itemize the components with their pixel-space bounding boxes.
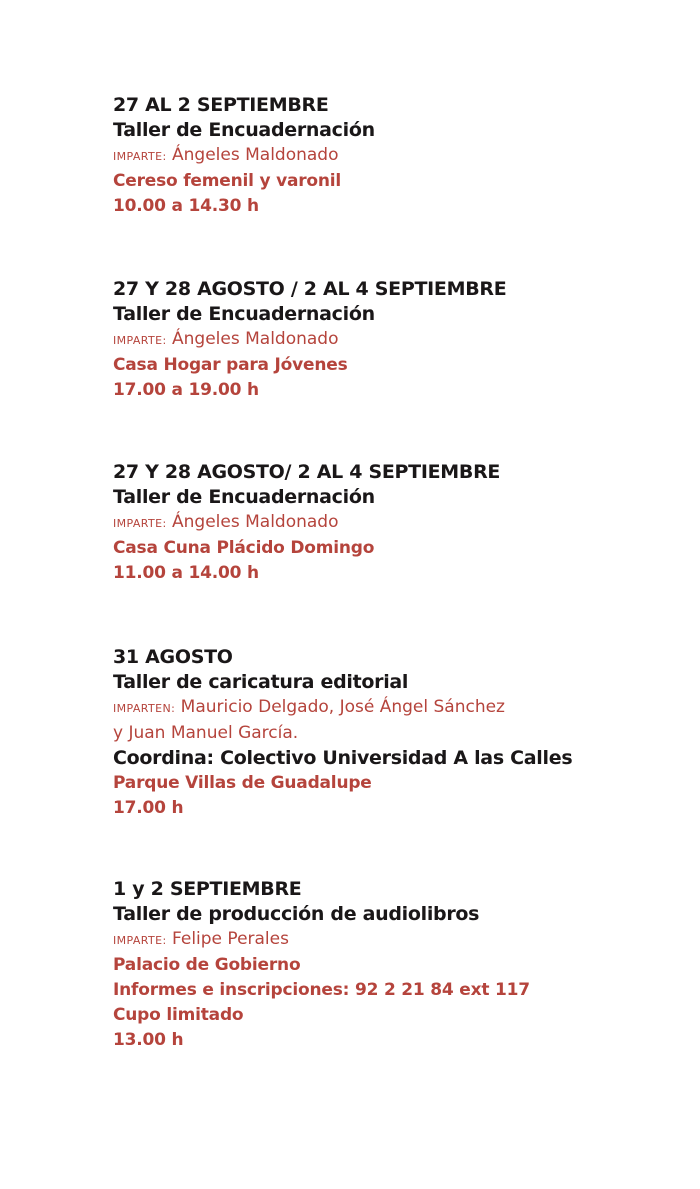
event-place: Cereso femenil y varonil [113, 171, 342, 191]
event-time: 17.00 h [113, 798, 184, 818]
event-time: 13.00 h [113, 1030, 184, 1050]
instructor-name: Mauricio Delgado, José Ángel Sánchez [180, 697, 505, 717]
event-coordinator: Coordina: Colectivo Universidad A las Calles [113, 747, 573, 769]
instructor-name: Ángeles Maldonado [172, 329, 339, 349]
instructor-label: IMPARTE: [113, 150, 167, 163]
event-instructor [113, 927, 673, 953]
instructor-label: IMPARTE: [113, 334, 167, 347]
event-capacity-note: Cupo limitado [113, 1005, 244, 1025]
event-title: Taller de Encuadernación [113, 486, 375, 508]
instructor-name: Ángeles Maldonado [172, 512, 339, 532]
instructor-name-continued: y Juan Manuel García. [113, 723, 299, 743]
instructor-label: IMPARTE: [113, 934, 167, 947]
event-title: Taller de caricatura editorial [113, 671, 409, 693]
event-entry [113, 93, 673, 219]
event-instructor [113, 327, 673, 353]
event-date: 27 Y 28 AGOSTO/ 2 AL 4 SEPTIEMBRE [113, 461, 501, 483]
event-instructor [113, 695, 673, 721]
event-entry [113, 877, 673, 1053]
event-time: 11.00 a 14.00 h [113, 563, 259, 583]
event-time: 17.00 a 19.00 h [113, 380, 259, 400]
event-entry [113, 645, 673, 821]
event-title: Taller de Encuadernación [113, 119, 375, 141]
event-date: 31 AGOSTO [113, 646, 233, 668]
event-entry [113, 460, 673, 586]
event-date: 1 y 2 SEPTIEMBRE [113, 878, 302, 900]
event-registration-info: Informes e inscripciones: 92 2 21 84 ext 117 [113, 980, 530, 1000]
event-place: Palacio de Gobierno [113, 955, 301, 975]
event-title: Taller de Encuadernación [113, 303, 375, 325]
event-entry [113, 277, 673, 403]
event-title: Taller de producción de audiolibros [113, 903, 480, 925]
instructor-name: Felipe Perales [172, 929, 289, 949]
event-date: 27 Y 28 AGOSTO / 2 AL 4 SEPTIEMBRE [113, 278, 507, 300]
instructor-name: Ángeles Maldonado [172, 145, 339, 165]
event-date: 27 AL 2 SEPTIEMBRE [113, 94, 329, 116]
event-instructor [113, 510, 673, 536]
event-place: Casa Hogar para Jóvenes [113, 355, 348, 375]
instructor-label: IMPARTEN: [113, 702, 176, 715]
event-place: Casa Cuna Plácido Domingo [113, 538, 375, 558]
event-instructor [113, 143, 673, 169]
instructor-label: IMPARTE: [113, 517, 167, 530]
event-place: Parque Villas de Guadalupe [113, 773, 372, 793]
event-time: 10.00 a 14.30 h [113, 196, 259, 216]
